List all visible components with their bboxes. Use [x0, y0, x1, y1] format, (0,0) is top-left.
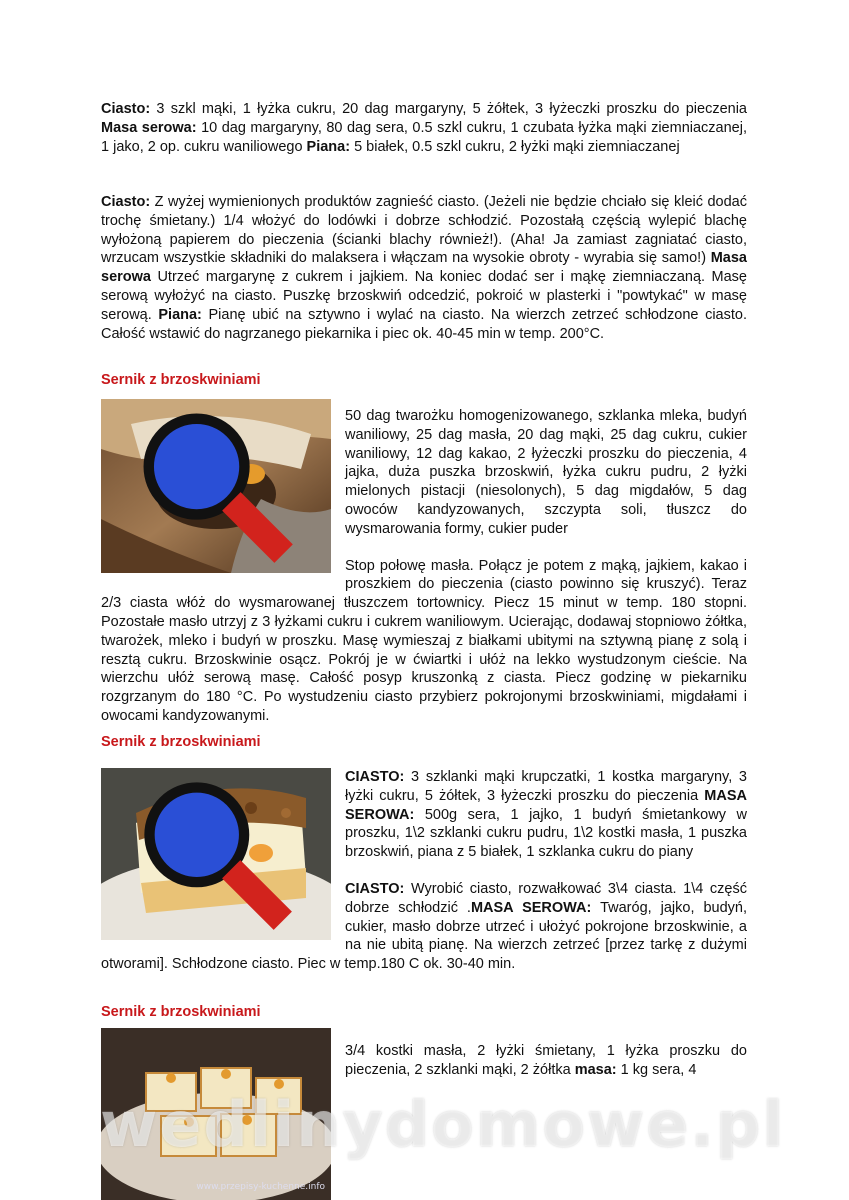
ing-text-masa: 10 dag margaryny, 80 dag sera, 0.5 szkl cukru, 1 czubata łyżka mąki ziemniaczanej, 1 jako, 2 op. cukru waniliowego: [101, 119, 747, 155]
r3-label-ciasto: CIASTO:: [345, 769, 405, 785]
method-label-masa: Masa serowa: [101, 250, 747, 286]
intro-ingredients: [101, 100, 747, 156]
ing-text-ciasto: 3 szkl mąki, 1 łyżka cukru, 20 dag margaryny, 5 żółtek, 3 łyżeczki proszku do pieczenia: [150, 101, 747, 117]
recipe2-block: [101, 399, 747, 726]
site-watermark: wedlinydomowe.pl: [100, 1088, 786, 1161]
zoom-icon[interactable]: [101, 399, 329, 571]
recipe3-block: [101, 768, 747, 974]
r3-method-label-masa: MASA SEROWA:: [470, 899, 592, 916]
recipe3-title: Sernik z brzoskwiniami: [101, 734, 261, 750]
recipe2-title: Sernik z brzoskwiniami: [101, 372, 261, 388]
r3-method-text-ciasto: Wyrobić ciasto, rozwałkować 3\4 ciasta. 1\4 część dobrze schłodzić .: [345, 880, 747, 916]
ing-label-ciasto: Ciasto:: [101, 101, 151, 117]
recipe2-ingredients: 50 dag twarożku homogenizowanego, szklanka mleka, budyń waniliowy, 25 dag masła, 20 dag mąki, 25 dag cukru, cukier waniliowy, 12 dag kakao, 2 łyżeczki proszku do pieczenia, 4 jajka, duża puszka brzoskwiń, łyżka cukru pudru, 2 łyżki mielonych pistacji (niesolonych), 5 dag migdałów, 5 dag owoców kandyzowanych, szczypta soli, tłuszcz do wysmarowania formy, cukier puder: [345, 408, 747, 537]
r4-text-ciasto: 3/4 kostki masła, 2 łyżki śmietany, 1 łyżka proszku do pieczenia, 2 szklanki mąki, 2 żółtka: [345, 1043, 747, 1078]
r4-label-masa: masa:: [574, 1061, 617, 1078]
r3-text-masa: 500g sera, 1 jajko, 1 budyń śmietankowy w proszku, 1\2 szklanki cukru pudru, 1\2 kostki masła, 1 puszka brzoskwiń, piana z 5 białek, 1 szklanka cukru do piany: [345, 806, 747, 861]
method-text-piana: Pianę ubić na sztywno i wylać na ciasto. Na wierzch zetrzeć schłodzone ciasto. Całość wstawić do nagrzanego piekarnika i piec ok. 40-45 min w temp. 200°C.: [101, 306, 747, 342]
photo-source-caption: www.przepisy-kuchenne.info: [196, 1182, 325, 1192]
recipe3-photo: [101, 768, 331, 940]
intro-method: [101, 193, 747, 343]
method-label-piana: Piana:: [158, 306, 202, 323]
r4-text-masa: 1 kg sera, 4: [616, 1061, 697, 1078]
r3-text-ciasto: 3 szklanki mąki krupczatki, 1 kostka margaryny, 3 łyżki cukru, 5 żółtek, 3 łyżeczki proszku do pieczenia: [345, 769, 747, 804]
recipe4-title: Sernik z brzoskwiniami: [101, 1004, 261, 1020]
r3-label-masa: MASA SEROWA:: [345, 787, 747, 823]
r3-method-label-ciasto: CIASTO:: [345, 880, 405, 897]
r3-method-text-masa: Twaróg, jajko, budyń, cukier, masło dobrze utrzeć i ułożyć pokrojone brzoskwinie, a na nie ubitą pianę. Na wierzch zetrzeć [przez tarkę z dużymi otworami]. Schłodzone ciasto. Piec w temp.180 C ok. 30-40 min.: [101, 899, 747, 973]
ing-text-piana: 5 białek, 0.5 szkl cukru, 2 łyżki mąki ziemniaczanej: [350, 138, 680, 155]
recipe2-method: Stop połowę masła. Połącz je potem z mąką, jajkiem, kakao i proszkiem do pieczenia (ciasto powinno się kruszyć). Teraz 2/3 ciasta włóż do wysmarowanej tłuszczem tortownicy. Piecz 15 minut w temp. 180 stopni. Pozostałe masło utrzyj z 3 łyżkami cukru i cukrem waniliowym. Ucierając, dodawaj stopniowo żółtka, twarożek, mleko i budyń w proszku. Masę wymieszaj z białkami ubitymi na sztywną pianę z solą i resztą cukru. Brzoskwinie osącz. Pokrój je w ćwiartki i ułóż na lekko wystudzonym cieście. Na wierzchu ułóż serową masę. Całość posyp kruszonką z ciasta. Piecz godzinę w piekarniku rozgrzanym do 180 °C. Po wystudzeniu ciasto przybierz pokrojonymi brzoskwiniami, migdałami i owocami kandyzowanymi.: [101, 557, 747, 724]
method-text-ciasto: Z wyżej wymienionych produktów zagnieść ciasto. (Jeżeli nie będzie chciało się kleić dodać trochę śmietany.) 1/4 włożyć do lodówki i dobrze schłodzić. Pozostałą częścią wylepić blachę wyłożoną papierem do pieczenia (ścianki blachy również!). (Aha! Ja zamiast zagniatać ciasto, wrzucam wszystkie składniki do malaksera i włączam na wysokie obroty - wyrabia się samo!): [101, 194, 747, 267]
zoom-icon[interactable]: [101, 768, 329, 938]
method-text-masa: Utrzeć margarynę z cukrem i jajkiem. Na koniec dodać ser i mąkę ziemniaczaną. Masę serową wyłożyć na ciasto. Puszkę brzoskwiń odcedzić, pokroić w plasterki i "powtykać" w masę serową.: [101, 269, 747, 323]
ing-label-masa: Masa serowa:: [101, 119, 197, 136]
ing-label-piana: Piana:: [306, 138, 351, 155]
method-label-ciasto: Ciasto:: [101, 194, 151, 210]
recipe2-photo: [101, 399, 331, 573]
